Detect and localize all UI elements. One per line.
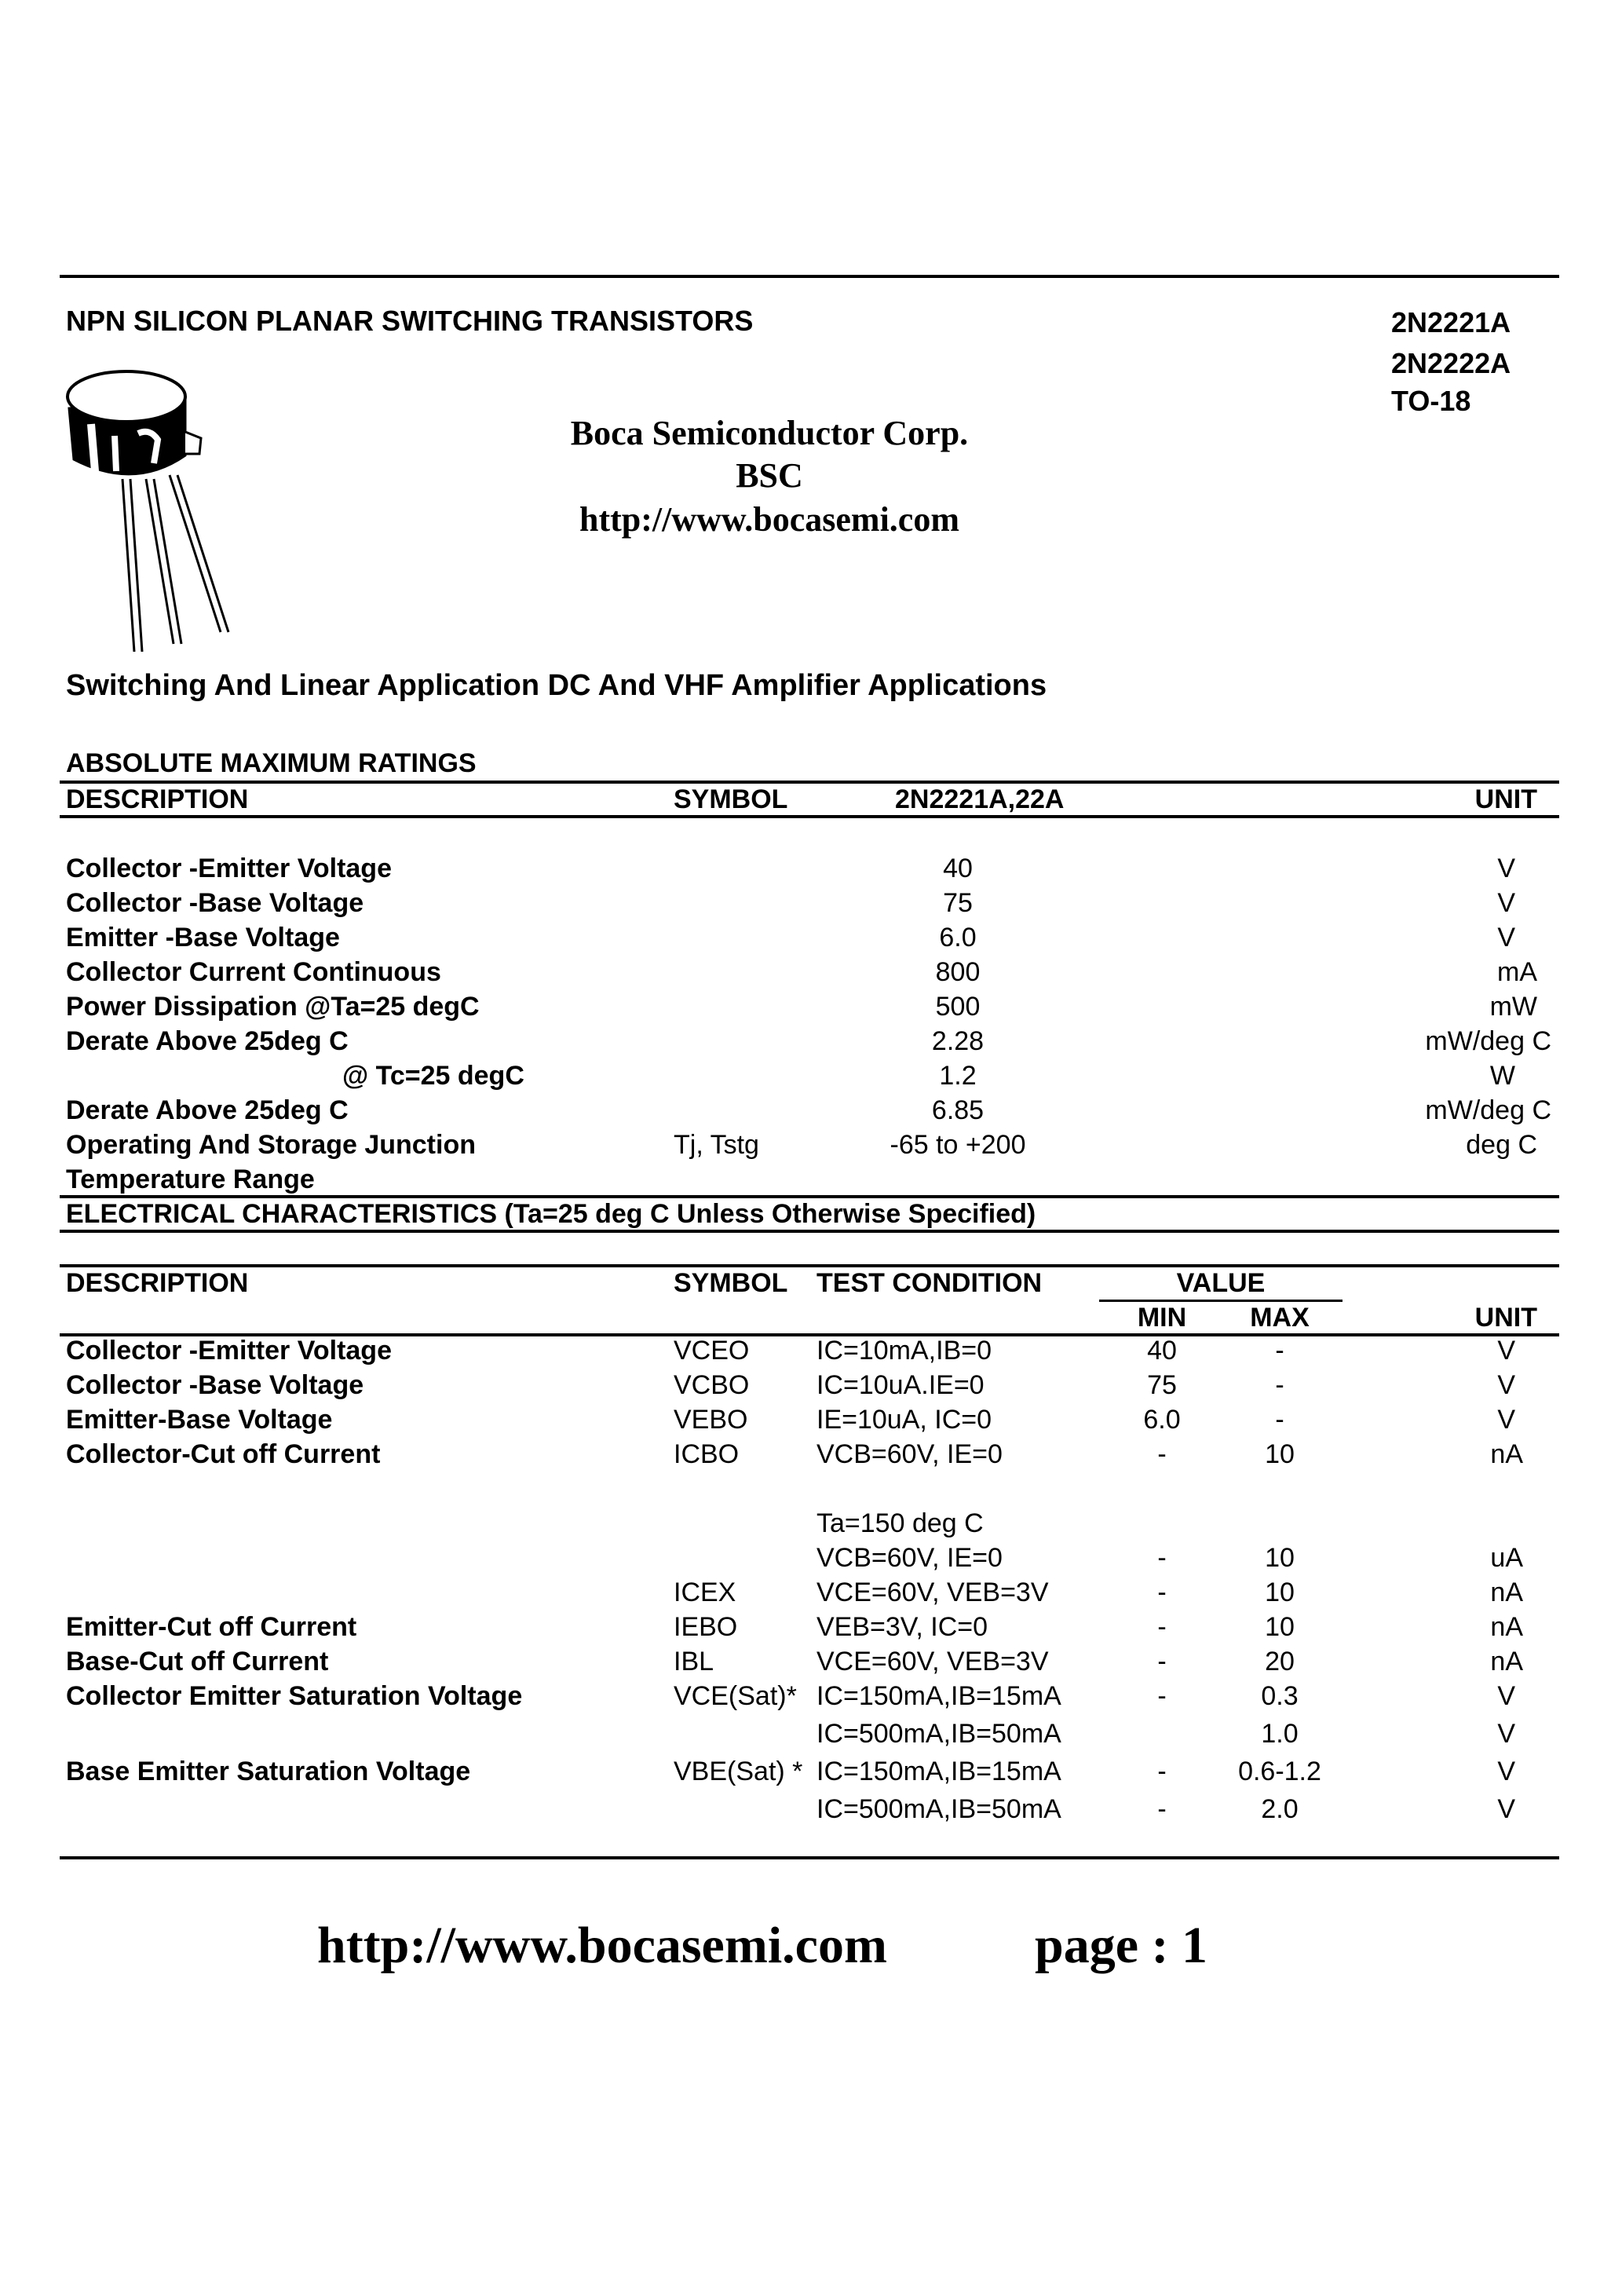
table-row-test: IC=10uA.IE=0 (816, 1370, 985, 1400)
electrical-bottom-rule (60, 1856, 1559, 1859)
table-row-value: 75 (943, 888, 973, 918)
table-row-unit: V (1497, 923, 1515, 952)
table-row-max: 1.0 (1261, 1719, 1299, 1749)
table-row-value: 6.0 (939, 923, 977, 952)
table-row-test: IC=150mA,IB=15mA (816, 1757, 1061, 1786)
table-row-unit: V (1497, 1719, 1515, 1749)
table-row-desc: Derate Above 25deg C (66, 1095, 349, 1125)
table-row-unit: nA (1490, 1439, 1523, 1469)
table-row-desc: Temperature Range (66, 1164, 315, 1194)
table-row-unit: V (1497, 1681, 1515, 1711)
table-row-desc: Collector -Emitter Voltage (66, 1336, 392, 1366)
table-row-value: 1.2 (939, 1061, 977, 1091)
table-row-min: 40 (1147, 1336, 1177, 1366)
table-row-symbol: VCEO (674, 1336, 750, 1366)
table-row-max: 2.0 (1261, 1794, 1299, 1824)
table-row-max: 0.3 (1261, 1681, 1299, 1711)
table-row-desc: Derate Above 25deg C (66, 1026, 349, 1056)
company-abbr: BSC (736, 456, 803, 495)
table-row-symbol: ICEX (674, 1578, 736, 1607)
table-row-desc: Collector Emitter Saturation Voltage (66, 1681, 523, 1711)
table-row-unit: uA (1490, 1543, 1523, 1573)
abs-max-section-title: ABSOLUTE MAXIMUM RATINGS (66, 748, 477, 778)
table-row-min: - (1157, 1439, 1167, 1469)
table-row-value: 2.28 (931, 1026, 985, 1056)
table-row-max: 10 (1265, 1439, 1295, 1469)
table-row-max: 10 (1265, 1578, 1295, 1607)
table-row-test: IC=500mA,IB=50mA (816, 1794, 1061, 1824)
table-row-desc: Operating And Storage Junction (66, 1130, 476, 1160)
table-row-unit: deg C (1466, 1130, 1537, 1160)
table-row-test: Ta=150 deg C (816, 1508, 984, 1538)
elec-header-test: TEST CONDITION (816, 1268, 1043, 1298)
abs-max-header-unit: UNIT (1474, 784, 1537, 814)
table-row-symbol: VCE(Sat)* (674, 1681, 797, 1711)
table-row-max: - (1275, 1405, 1284, 1435)
table-row-unit: nA (1490, 1647, 1523, 1676)
company-name: Boca Semiconductor Corp. (570, 414, 969, 452)
table-row-min: - (1157, 1794, 1167, 1824)
abs-max-header-description: DESCRIPTION (66, 784, 249, 814)
table-row-unit: V (1497, 1405, 1515, 1435)
table-row-min: - (1157, 1543, 1167, 1573)
table-row-min: - (1157, 1578, 1167, 1607)
table-row-desc: Collector -Base Voltage (66, 1370, 364, 1400)
table-row-symbol: IEBO (674, 1612, 738, 1642)
transistor-to18-icon (60, 361, 240, 652)
page-number: page : 1 (1035, 1917, 1207, 1974)
table-row-test: VEB=3V, IC=0 (816, 1612, 988, 1642)
table-row-max: 20 (1265, 1647, 1295, 1676)
electrical-title-rule (60, 1230, 1559, 1233)
table-row-max: 0.6-1.2 (1238, 1757, 1321, 1786)
package-type: TO-18 (1391, 385, 1471, 417)
table-row-test: VCB=60V, IE=0 (816, 1439, 1003, 1469)
table-row-unit: V (1497, 1794, 1515, 1824)
table-row-unit: mW/deg C (1425, 1095, 1551, 1125)
elec-header-unit: UNIT (1474, 1303, 1537, 1333)
table-row-desc: Power Dissipation @Ta=25 degC (66, 992, 480, 1022)
table-row-test: VCE=60V, VEB=3V (816, 1578, 1049, 1607)
table-row-test: IE=10uA, IC=0 (816, 1405, 992, 1435)
table-row-desc: Base-Cut off Current (66, 1647, 329, 1676)
table-row-desc: Collector -Base Voltage (66, 888, 364, 918)
application-subtitle: Switching And Linear Application DC And VHF Amplifier Applications (66, 669, 1047, 702)
electrical-section-title: ELECTRICAL CHARACTERISTICS (Ta=25 deg C Unless Otherwise Specified) (66, 1199, 1036, 1229)
table-row-unit: W (1489, 1061, 1515, 1091)
table-row-test: IC=150mA,IB=15mA (816, 1681, 1061, 1711)
abs-max-header-symbol: SYMBOL (674, 784, 788, 814)
table-row-min: - (1157, 1647, 1167, 1676)
abs-max-header-value: 2N2221A,22A (895, 784, 1065, 814)
table-row-test: VCB=60V, IE=0 (816, 1543, 1003, 1573)
table-row-desc: Emitter-Base Voltage (66, 1405, 333, 1435)
table-row-max: - (1275, 1336, 1284, 1366)
elec-header-description: DESCRIPTION (66, 1268, 249, 1298)
company-url: http://www.bocasemi.com (579, 500, 959, 539)
table-row-desc: @ Tc=25 degC (342, 1061, 524, 1091)
table-row-test: VCE=60V, VEB=3V (816, 1647, 1049, 1676)
elec-header-symbol: SYMBOL (674, 1268, 788, 1298)
table-row-symbol: ICBO (674, 1439, 740, 1469)
table-row-unit: V (1497, 1370, 1515, 1400)
table-row-max: - (1275, 1370, 1284, 1400)
table-row-symbol: VEBO (674, 1405, 748, 1435)
table-row-symbol: VCBO (674, 1370, 750, 1400)
table-row-desc: Emitter-Cut off Current (66, 1612, 357, 1642)
table-row-min: 75 (1147, 1370, 1177, 1400)
table-row-desc: Base Emitter Saturation Voltage (66, 1757, 471, 1786)
table-row-test: IC=10mA,IB=0 (816, 1336, 992, 1366)
table-row-unit: mW (1489, 992, 1537, 1022)
table-row-symbol: IBL (674, 1647, 714, 1676)
table-row-unit: V (1497, 888, 1515, 918)
elec-header-value: VALUE (1176, 1268, 1266, 1298)
table-row-value: -65 to +200 (890, 1130, 1026, 1160)
table-row-unit: nA (1490, 1578, 1523, 1607)
table-row-value: 40 (943, 854, 973, 883)
elec-header-min: MIN (1137, 1303, 1187, 1333)
document-title: NPN SILICON PLANAR SWITCHING TRANSISTORS (66, 305, 754, 337)
footer-url[interactable]: http://www.bocasemi.com (317, 1917, 887, 1974)
table-row-min: - (1157, 1612, 1167, 1642)
table-row-unit: mW/deg C (1425, 1026, 1551, 1056)
table-row-min: - (1157, 1757, 1167, 1786)
table-row-desc: Collector-Cut off Current (66, 1439, 381, 1469)
table-row-desc: Collector Current Continuous (66, 957, 441, 987)
table-row-unit: V (1497, 1757, 1515, 1786)
table-row-max: 10 (1265, 1612, 1295, 1642)
table-row-value: 6.85 (931, 1095, 985, 1125)
table-row-unit: nA (1490, 1612, 1523, 1642)
top-rule (60, 275, 1559, 278)
table-row-value: 800 (935, 957, 981, 987)
abs-max-header-rule (60, 815, 1559, 818)
table-row-value: 500 (935, 992, 981, 1022)
table-row-min: - (1157, 1681, 1167, 1711)
table-row-unit: mA (1497, 957, 1537, 987)
part-number-2: 2N2222A (1391, 347, 1511, 379)
table-row-desc: Collector -Emitter Voltage (66, 854, 392, 883)
table-row-desc: Emitter -Base Voltage (66, 923, 340, 952)
part-number-1: 2N2221A (1391, 306, 1511, 338)
table-row-symbol: Tj, Tstg (674, 1130, 759, 1160)
table-row-test: IC=500mA,IB=50mA (816, 1719, 1061, 1749)
elec-header-max: MAX (1250, 1303, 1310, 1333)
table-row-max: 10 (1265, 1543, 1295, 1573)
table-row-symbol: VBE(Sat) * (674, 1757, 803, 1786)
table-row-unit: V (1497, 1336, 1515, 1366)
table-row-min: 6.0 (1143, 1405, 1181, 1435)
table-row-unit: V (1497, 854, 1515, 883)
